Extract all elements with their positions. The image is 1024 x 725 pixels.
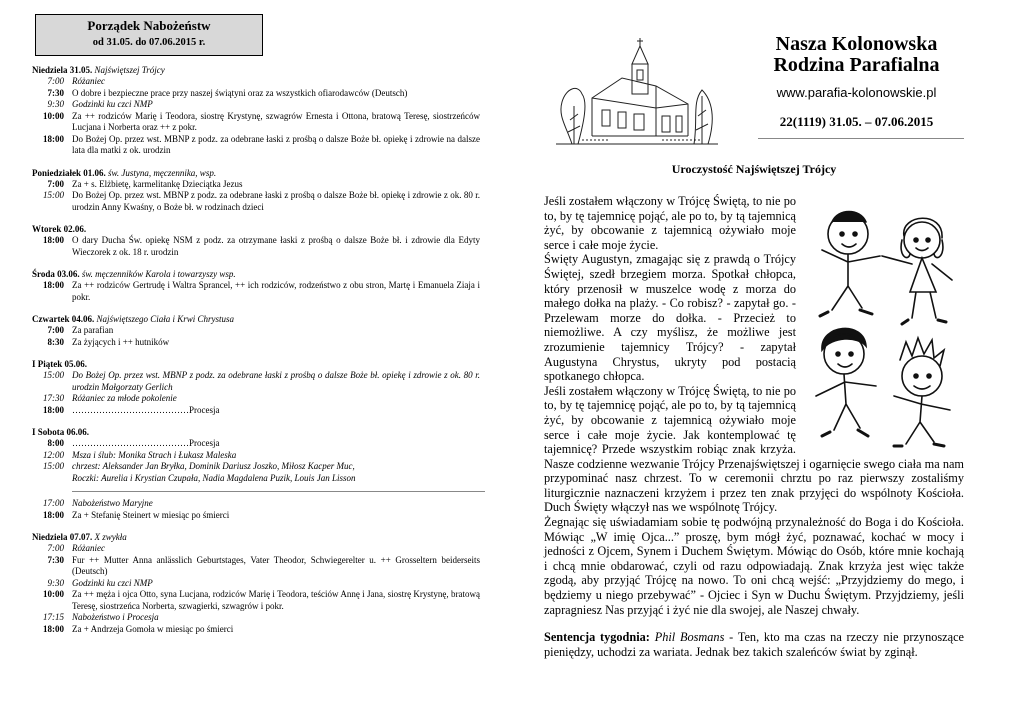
day-heading — [32, 64, 480, 76]
schedule-dates: od 31.05. do 07.06.2015 r. — [92, 37, 206, 48]
parish-website-link[interactable]: www.parafia-kolonowskie.pl — [776, 85, 937, 100]
mass-time: 7:00 — [47, 178, 64, 189]
parish-name-line2: Rodzina Parafialna — [773, 54, 940, 76]
mass-entry — [32, 99, 480, 111]
church-illustration — [552, 36, 722, 148]
mass-time: 7:00 — [47, 76, 64, 86]
maxim-text: - Ten, kto ma czas na rzeczy nie przynoszące pieniędzy, uchodzi za wariata. Jednak bez takich szaleńców świat by zginął. — [544, 630, 964, 659]
issue-number: 22(1119) 31.05. – 07.06.2015 — [779, 114, 934, 129]
mass-time: 10:00 — [43, 589, 64, 599]
mass-time: 8:00 — [47, 438, 64, 448]
mass-entry — [32, 88, 480, 100]
mass-intention: Do Bożej Op. przez wst. MBNP z podz. za odebrane łaski z prośbą o dalsze Boże bł. opiekę i zdrowie z ok. 80 r. urodzin Anny Kwaśny, o Boże bł. w rodzinach dzieci — [72, 190, 480, 212]
day-date: Niedziela 31.05. — [32, 65, 93, 75]
masthead — [749, 34, 964, 130]
mass-time: 7:30 — [47, 87, 64, 98]
day-feast: św. męczenników Karola i towarzyszy wsp. — [81, 269, 236, 279]
mass-entry — [32, 370, 480, 393]
mass-time: 17:00 — [43, 498, 64, 508]
mass-time: 7:00 — [47, 543, 64, 553]
mass-entry — [32, 498, 480, 510]
schedule-day — [32, 223, 480, 258]
mass-intention: Różaniec za młode pokolenie — [72, 393, 177, 403]
day-heading — [32, 268, 480, 280]
mass-entry — [32, 325, 480, 337]
mass-intention: O dobre i bezpieczne prace przy naszej świątyni oraz za wszystkich ofiarodawców (Deutsch) — [72, 87, 408, 98]
schedule-day — [32, 313, 480, 348]
mass-intention: Za + Stefanię Steinert w miesiąc po śmierci — [72, 509, 230, 520]
schedule-title-box — [35, 14, 263, 56]
day-heading — [32, 531, 480, 543]
mass-time: 18:00 — [43, 623, 64, 634]
mass-entry — [32, 235, 480, 258]
masthead-divider — [758, 138, 964, 139]
mass-time: 15:00 — [43, 190, 64, 200]
mass-intention: Do Bożej Op. przez wst. MBNP z podz. za odebrane łaski z prośbą o dalsze Boże bł. opiekę i zdrowie z ok. 80 r. urodzin Małgorzaty Gerlich — [72, 370, 480, 392]
mass-time: 18:00 — [43, 235, 64, 245]
mass-intention: Fur ++ Mutter Anna anlässlich Geburtstages, Vater Theodor, Schwiegerelter u. ++ Grosseltern beiderseits (Deutsch) — [72, 554, 480, 576]
mass-intention: Nabożeństwo Maryjne — [72, 498, 153, 508]
schedule-day — [32, 167, 480, 214]
schedule-title: Porządek Nabożeństw — [87, 18, 211, 33]
mass-entry — [32, 393, 480, 405]
mass-entry — [32, 179, 480, 191]
mass-entry — [32, 438, 480, 450]
schedule-day — [32, 268, 480, 303]
mass-time: 12:00 — [43, 449, 64, 460]
day-date: Środa 03.06. — [32, 269, 80, 279]
day-heading — [32, 223, 480, 235]
mass-intention: chrzest: Aleksander Jan Bryłka, Dominik Dariusz Joszko, Miłosz Kacper Muc, — [72, 461, 355, 471]
mass-entry — [32, 555, 480, 578]
article-paragraph: Jeśli zostałem włączony w Trójcę Świętą, to nie po to, by tę tajemnicę pojąć, ale po to, by tą tajemnicą żyć, by obcowanie z tajemnicą ożywiało moje serce i całe moje życie. Jak kontemplować tę tajemnicę? Przede wszystkim robiąc znak krzyża. Nasze codzienne wezwanie Trójcy Przenajświętszej i ogarnięcie swego ciała ma nam przypominać nasz chrzest. To w ceremonii chrztu po raz pierwszy zostaliśmy liturgicznie naznaczeni krzyżem i przez ten znak przyjęci do wspólnoty Kościoła. Duch Święty włączył nas we wspólnotę Trójcy. — [544, 383, 964, 515]
day-feast: X zwykła — [94, 532, 127, 542]
mass-time: 15:00 — [43, 461, 64, 471]
mass-intention: Msza i ślub: Monika Strach i Łukasz Maleska — [72, 449, 237, 460]
mass-entry — [32, 578, 480, 590]
mass-time — [32, 473, 72, 485]
maxim-label: Sentencja tygodnia — [544, 630, 646, 645]
maxim-author: Phil Bosmans — [654, 630, 725, 645]
mass-time: 18:00 — [43, 509, 64, 520]
day-date: Poniedziałek 01.06. — [32, 167, 106, 178]
schedule-divider — [72, 491, 485, 492]
day-heading — [32, 167, 480, 179]
mass-intention: Godzinki ku czci NMP — [72, 577, 153, 588]
article-body — [544, 194, 964, 659]
mass-time: 18:00 — [43, 280, 64, 290]
mass-time: 15:00 — [43, 370, 64, 380]
children-illustration — [802, 200, 968, 448]
mass-entry — [32, 111, 480, 134]
schedule-day — [32, 426, 480, 521]
mass-entry — [32, 624, 480, 636]
mass-entry — [32, 612, 480, 624]
mass-time: 9:30 — [47, 577, 64, 588]
mass-entry — [32, 461, 480, 473]
mass-entry — [32, 405, 480, 417]
schedule-day — [32, 64, 480, 157]
day-date: Wtorek 02.06. — [32, 224, 87, 234]
mass-entry — [32, 190, 480, 213]
mass-entry — [32, 450, 480, 462]
day-date: I Piątek 05.06. — [32, 359, 87, 369]
mass-entry — [32, 473, 480, 485]
mass-intention: Za parafian — [72, 325, 114, 335]
mass-time: 18:00 — [43, 404, 64, 415]
weekly-maxim: Sentencja tygodnia: Phil Bosmans - Ten, kto ma czas na rzeczy nie przynoszące pieniędzy, uchodzi za wariata. Jednak bez takich szaleńców świat by zginął. — [544, 630, 964, 659]
mass-intention: Różaniec — [72, 76, 105, 86]
schedule-day — [32, 531, 480, 635]
mass-entry — [32, 589, 480, 612]
article-paragraph: Święty Augustyn, zmagając się z prawdą o Trójcy Świętej, szedł brzegiem morza. Spotkał chłopca, który przenosił w muszelce wodę z morza do małego dołka na plaży. - Co robisz? - zapytał go. - Przelewam morze do dołka. - Przecież to niemożliwe. A czy myślisz, że możliwe jest zrozumienie tajemnicy Trójcy? - zapytał Augustyna Chrystus, ukryty pod postacią spotkanego chłopca. — [544, 252, 796, 384]
mass-intention: Do Bożej Op. przez wst. MBNP z podz. za odebrane łaski z prośbą o dalsze Boże bł. opiekę i zdrowie na dalsze lata dla matki z ok. urodzin — [72, 133, 480, 155]
mass-intention: O dary Ducha Św. opiekę NSM z podz. za otrzymane łaski z prośbą o dalsze Boże bł. i zdrowie dla Edyty Wieczorek z ok. 18 r. urodzin — [72, 235, 480, 257]
mass-time: 18:00 — [43, 133, 64, 144]
day-date: Czwartek 04.06. — [32, 314, 95, 324]
parish-name-line1: Nasza Kolonowska — [775, 33, 938, 55]
mass-intention: Za + s. Elżbietę, karmelitankę Dzieciątka Jezus — [72, 178, 243, 189]
mass-intention: Za ++ męża i ojca Otto, syna Lucjana, rodziców Marię i Teodora, teściów Annę i Jana, siostrę Krystynę, bratową Teresę, siostrzeńca Norberta, szwagierki, szwagrów i pokr. — [72, 589, 480, 611]
mass-intention: Różaniec — [72, 543, 105, 553]
day-heading — [32, 313, 480, 325]
day-date: Niedziela 07.07. — [32, 532, 93, 542]
bulletin-column — [544, 14, 964, 714]
day-heading — [32, 426, 480, 438]
day-feast: św. Justyna, męczennika, wsp. — [108, 167, 217, 178]
mass-entry — [32, 134, 480, 157]
day-feast: Najświętszej Trójcy — [94, 65, 165, 75]
article-paragraph: Żegnając się uświadamiam sobie tę podwójną przynależność do Boga i do Kościoła. Mówiąc „W imię Ojca...” proszę, bym mógł żyć, poznawać, kochać w mocy i jedności z Ojcem, Synem i Duchem Świętym. Mówiąc do Osób, które mnie kochają i chcą mnie obdarować, czyli od razu odpowiadają. Znak krzyża jest więc także zgodą, aby przyjąć Trójcę na nowo. To oni chcą wejść: „Przyjdziemy do mego, i będziemy u niego przebywać” - Ojciec i Syn w Duchu Świętym. Przyjdziemy, jeśli zapragniesz Nas przyjąć i żyć nie dla swojej, ale Naszej chwały. — [544, 515, 964, 617]
mass-intention: Nabożeństwo i Procesja — [72, 612, 159, 622]
mass-time: 7:00 — [47, 325, 64, 335]
mass-entry — [32, 510, 480, 522]
mass-time: 9:30 — [47, 99, 64, 109]
mass-entry — [32, 337, 480, 349]
mass-time: 8:30 — [47, 336, 64, 347]
article-paragraph: Jeśli zostałem włączony w Trójcę Świętą, to nie po to, by tę tajemnicę pojąć, ale po to, by tą tajemnicą żyć, by obcowanie z tajemnicą ożywiało moje serce i całe moje życie. — [544, 194, 796, 252]
mass-intention: …………………………………Procesja — [72, 404, 220, 415]
mass-entry — [32, 76, 480, 88]
article-title: Uroczystość Najświętszej Trójcy — [671, 162, 837, 176]
schedule-column — [32, 14, 480, 635]
mass-time: 7:30 — [47, 554, 64, 565]
mass-intention: Za + Andrzeja Gomoła w miesiąc po śmierci — [72, 623, 234, 634]
day-date: I Sobota 06.06. — [32, 427, 90, 437]
mass-intention: Za ++ rodziców Gertrudę i Waltra Sprancel, ++ ich rodziców, rodzeństwo z obu stron, Martę i Emanuela Ziaja i pokr. — [72, 280, 480, 302]
mass-time: 17:15 — [43, 612, 64, 622]
mass-time: 10:00 — [43, 110, 64, 121]
mass-intention: Za żyjących i ++ hutników — [72, 336, 170, 347]
day-heading — [32, 358, 480, 370]
schedule-list — [32, 64, 480, 635]
mass-intention: Godzinki ku czci NMP — [72, 99, 153, 109]
schedule-day — [32, 358, 480, 416]
mass-intention: Roczki: Aurelia i Krystian Czupała, Nadia Magdalena Puzik, Louis Jan Lisson — [72, 472, 356, 483]
mass-entry — [32, 543, 480, 555]
mass-entry — [32, 280, 480, 303]
mass-intention: Za ++ rodziców Marię i Teodora, siostrę Krystynę, szwagrów Ernesta i Ottona, bratową Teresę, siostrzeńców Lucjana i Norberta oraz ++ z pokr. — [72, 110, 480, 132]
mass-intention: …………………………………Procesja — [72, 438, 220, 448]
day-feast: Najświętszego Ciała i Krwi Chrystusa — [96, 314, 235, 324]
mass-time: 17:30 — [43, 393, 64, 403]
